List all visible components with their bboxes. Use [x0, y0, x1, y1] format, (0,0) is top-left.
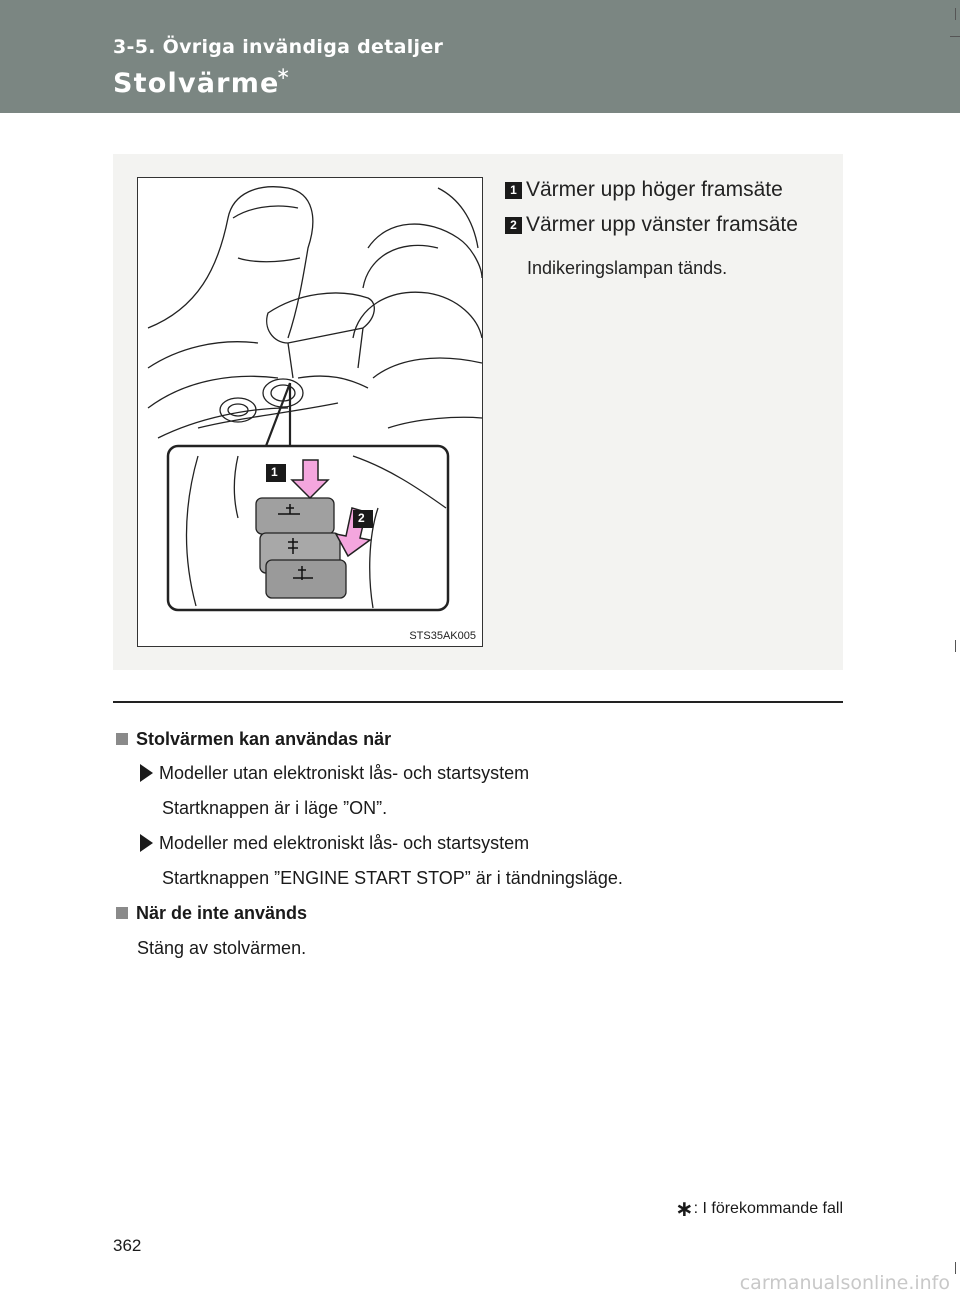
section2-text: Stäng av stolvärmen. [137, 938, 307, 958]
section1-heading [116, 729, 391, 750]
watermark: carmanualsonline.info [739, 1272, 950, 1294]
crop-mark [950, 36, 960, 37]
seat-illustration-drawing [138, 178, 482, 646]
asterisk-icon: ∗ [675, 1196, 694, 1221]
legend-text: Värmer upp höger framsäte [526, 178, 783, 201]
footnote-text: : I förekommande fall [693, 1200, 843, 1217]
section1-heading-text: Stolvärmen kan användas när [136, 729, 392, 749]
list-item-detail: Startknappen ”ENGINE START STOP” är i tändningsläge. [162, 868, 623, 888]
list-item-label: Modeller med elektroniskt lås- och startsystem [159, 833, 530, 853]
list-item-detail: Startknappen är i läge ”ON”. [162, 798, 388, 818]
legend-text: Värmer upp vänster framsäte [526, 213, 798, 236]
crop-mark [955, 1262, 956, 1274]
crop-mark [955, 640, 956, 652]
callout-2: 2 [358, 511, 365, 525]
section2-heading-text: När de inte används [136, 903, 308, 923]
square-bullet-icon [116, 733, 128, 745]
section2-heading [116, 903, 307, 924]
legend-item-1 [505, 178, 783, 202]
number-badge: 1 [505, 182, 522, 199]
header-bar [0, 0, 960, 113]
page-number: 362 [113, 1236, 142, 1255]
seat-heater-illustration [137, 177, 483, 647]
triangle-right-icon [140, 834, 153, 852]
triangle-right-icon [140, 764, 153, 782]
callout-1: 1 [271, 465, 278, 479]
figure-code: STS35AK005 [409, 630, 476, 642]
title-asterisk: ∗ [276, 64, 291, 83]
square-bullet-icon [116, 907, 128, 919]
number-badge: 2 [505, 217, 522, 234]
section-divider [113, 701, 843, 703]
crop-mark [955, 8, 956, 20]
list-item [140, 833, 529, 854]
list-item [140, 763, 529, 784]
legend-item-2 [505, 213, 798, 237]
list-item-label: Modeller utan elektroniskt lås- och startsystem [159, 763, 530, 783]
indicator-note: Indikeringslampan tänds. [527, 258, 728, 278]
page-title: Stolvärme [113, 68, 280, 99]
footnote [675, 1196, 843, 1222]
section-label: 3-5. Övriga invändiga detaljer [113, 36, 444, 58]
